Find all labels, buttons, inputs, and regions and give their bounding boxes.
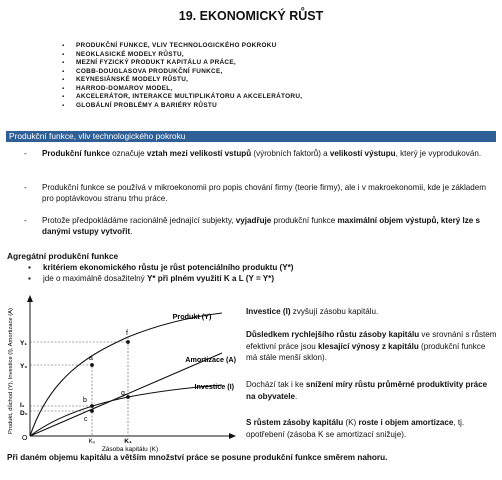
x-axis-arrow xyxy=(229,433,236,439)
y-tick-label: D₀ xyxy=(20,410,28,417)
section-heading: Produkční funkce, vliv technologického pokroku xyxy=(6,131,496,142)
y-axis-label: Produkt, důchod (Y), Investice (I), Amortizace (A) xyxy=(8,308,14,434)
paragraph-production-function: - Produkční funkce označuje vztah mezi velikostí vstupů (výrobních faktorů) a velikostí výstupu, který je vyprodukován. xyxy=(24,149,482,158)
point-f xyxy=(126,340,130,344)
explanation-amortization: S růstem zásoby kapitálu (K) roste i objem amortizace, tj. opotřebení (zásoba K se amortizací snižuje). xyxy=(246,418,465,439)
footer-note: Při daném objemu kapitálu a větším množství práce se posune produkční funkce směrem nahoru. xyxy=(7,453,388,462)
point-label-c: c xyxy=(84,416,88,423)
dash-bullet: - xyxy=(24,149,27,158)
topic-item: ▪ KEYNESIÁNSKÉ MODELY RŮSTU, xyxy=(62,76,302,85)
page-title: 19. EKONOMICKÝ RŮST xyxy=(178,9,324,23)
explanation-diminishing-returns: Důsledkem rychlejšího růstu zásoby kapitálu ve srovnání s růstem efektivní práce jsou klesající výnosy z kapitálu (produkční funkce má stále menší sklon). xyxy=(246,330,497,362)
point-c xyxy=(90,409,94,413)
dash-bullet: - xyxy=(24,183,27,192)
topic-item: ▪ NEOKLASICKÉ MODELY RŮSTU, xyxy=(62,51,302,60)
paragraph-usage: - Produkční funkce se používá v mikroekonomii pro popis chování firmy (teorie firmy), ale i v makroekonomii, kde je základem pro poptávkovou stranu trhu práce. xyxy=(24,183,486,203)
aggregate-item: ▪ kritériem ekonomického růstu je růst potenciálního produktu (Y*) xyxy=(28,262,294,273)
y-tick-label: Y₁ xyxy=(20,340,28,347)
point-label-a: a xyxy=(89,355,93,362)
y-tick-label: Y₀ xyxy=(20,363,28,370)
term: Produkční funkce xyxy=(42,149,110,158)
point-label-b: b xyxy=(83,397,87,404)
aggregate-heading: Agregátní produkční funkce xyxy=(7,251,119,261)
point-label-f: f xyxy=(126,330,128,337)
paragraph-rational: - Protože předpokládáme racionálně jednající subjekty, vyjadřuje produkční funkce maximální objem výstupů, který lze s danými vstupy vytvořit. xyxy=(24,216,481,236)
x-tick-label: K₀ xyxy=(88,438,96,445)
topic-item: ▪ HARROD-DOMAROV MODEL, xyxy=(62,85,302,94)
explanation-investment: Investice (I) zvyšují zásobu kapitálu. xyxy=(246,307,379,316)
series-label-product: Produkt (Y) xyxy=(172,312,212,321)
x-axis-label: Zásoba kapitálu (K) xyxy=(101,446,159,453)
origin-label: O xyxy=(22,435,28,442)
guide-lines xyxy=(30,337,128,436)
topic-item: ▪ COBB-DOUGLASOVA PRODUKČNÍ FUNKCE, xyxy=(62,68,302,77)
series-line-investment xyxy=(30,385,222,436)
topic-item: ▪ AKCELERÁTOR, INTERAKCE MULTIPLIKÁTORU A AKCELERÁTORU, xyxy=(62,93,302,102)
point-g xyxy=(126,395,130,399)
series-label-amortization: Amortizace (A) xyxy=(185,355,236,364)
topic-list xyxy=(62,42,302,110)
y-tick-label: I₁ xyxy=(20,402,25,409)
aggregate-list xyxy=(28,262,294,284)
series-line-amortization xyxy=(30,353,222,436)
topic-item: ▪ MEZNÍ FYZICKÝ PRODUKT KAPITÁLU A PRÁCE, xyxy=(62,59,302,68)
y-axis-arrow xyxy=(27,295,33,302)
x-tick-label: K₁ xyxy=(124,438,132,445)
series-label-investment: Investice (I) xyxy=(194,382,234,391)
growth-diagram xyxy=(0,293,240,453)
dash-bullet: - xyxy=(24,216,27,225)
topic-item: ▪ GLOBÁLNÍ PROBLÉMY A BARIÉRY RŮSTU xyxy=(62,102,302,111)
aggregate-item: ▪ jde o maximálně dosažitelný Y* při plném využití K a L (Y = Y*) xyxy=(28,273,294,284)
point-a xyxy=(90,363,94,367)
point-label-g: g xyxy=(121,390,125,397)
topic-item: ▪ PRODUKČNÍ FUNKCE, VLIV TECHNOLOGICKÉHO POKROKU xyxy=(62,42,302,51)
explanation-productivity: Dochází tak i ke snížení míry růstu průměrné produktivity práce na obyvatele. xyxy=(246,380,488,401)
point-b xyxy=(90,404,94,408)
